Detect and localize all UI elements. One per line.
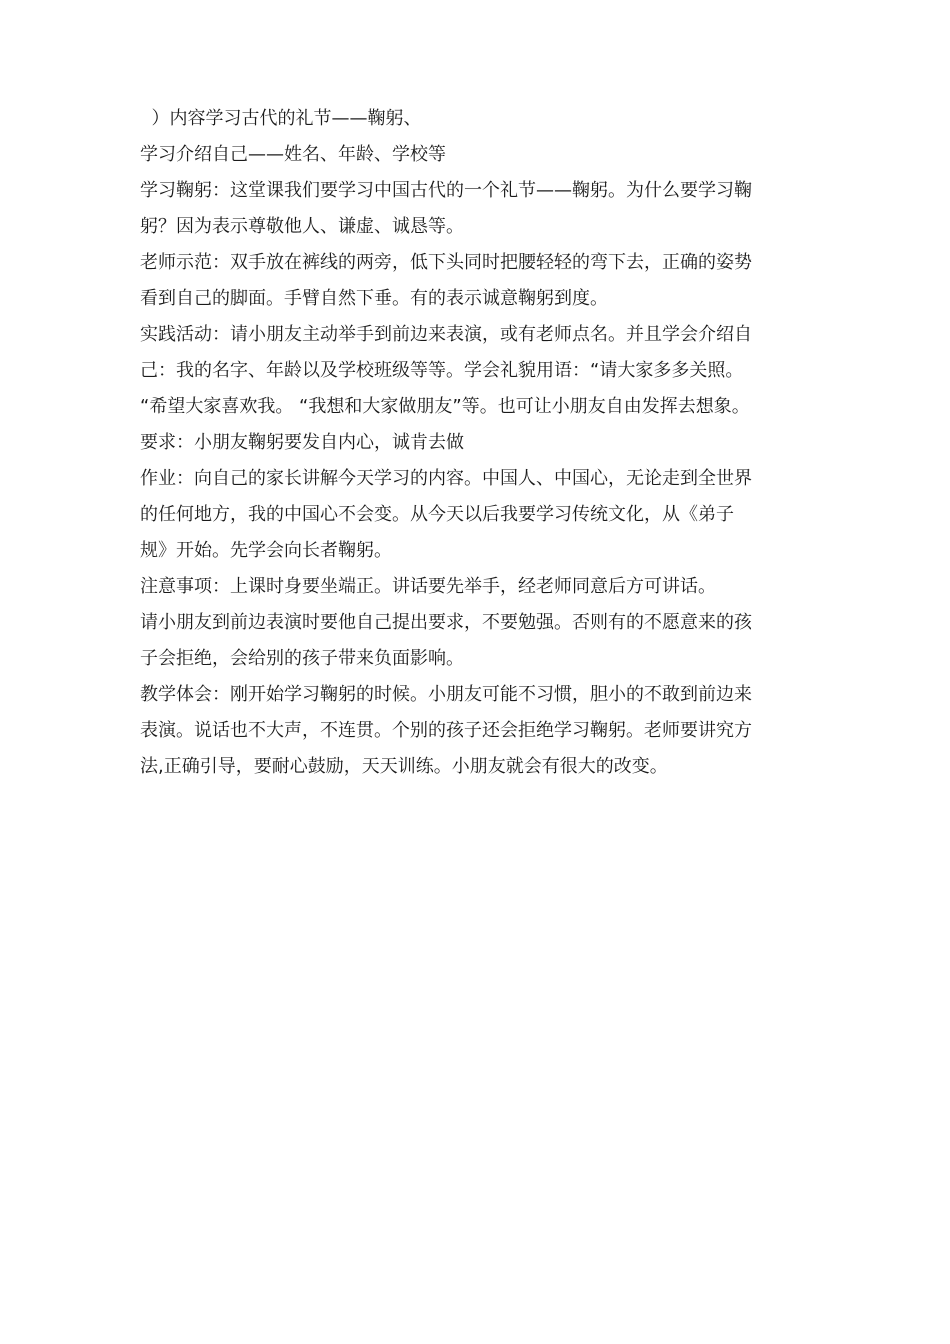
text-line: 实践活动：请小朋友主动举手到前边来表演，或有老师点名。并且学会介绍自 <box>140 324 752 345</box>
text-line: 老师示范：双手放在裤线的两旁，低下头同时把腰轻轻的弯下去，正确的姿势 <box>140 252 752 273</box>
text-line: 规》开始。先学会向长者鞠躬。 <box>140 540 392 561</box>
text-line: 教学体会：刚开始学习鞠躬的时候。小朋友可能不习惯，胆小的不敢到前边来 <box>140 684 752 705</box>
text-line: 子会拒绝，会给别的孩子带来负面影响。 <box>140 648 464 669</box>
text-line: “希望大家喜欢我。 “我想和大家做朋友”等。也可让小朋友自由发挥去想象。 <box>140 396 750 417</box>
text-line: 注意事项：上课时身要坐端正。讲话要先举手，经老师同意后方可讲话。 <box>140 576 716 597</box>
text-line: 学习介绍自己——姓名、年龄、学校等 <box>140 144 446 165</box>
text-line: 要求：小朋友鞠躬要发自内心，诚肯去做 <box>140 432 464 453</box>
text-line: 法,正确引导，要耐心鼓励，天天训练。小朋友就会有很大的改变。 <box>140 756 668 777</box>
text-line: ）内容学习古代的礼节——鞠躬、 <box>140 108 422 129</box>
text-line: 表演。说话也不大声，不连贯。个别的孩子还会拒绝学习鞠躬。老师要讲究方 <box>140 720 752 741</box>
text-line: 学习鞠躬：这堂课我们要学习中国古代的一个礼节——鞠躬。为什么要学习鞠 <box>140 180 752 201</box>
text-line: 请小朋友到前边表演时要他自己提出要求，不要勉强。否则有的不愿意来的孩 <box>140 612 752 633</box>
text-line: 看到自己的脚面。手臂自然下垂。有的表示诚意鞠躬到度。 <box>140 288 608 309</box>
text-line: 己：我的名字、年龄以及学校班级等等。学会礼貌用语：“请大家多多关照。 <box>140 360 744 381</box>
text-line: 的任何地方，我的中国心不会变。从今天以后我要学习传统文化，从《弟子 <box>140 504 734 525</box>
text-line: 躬？因为表示尊敬他人、谦虚、诚恳等。 <box>140 216 464 237</box>
text-line: 作业：向自己的家长讲解今天学习的内容。中国人、中国心，无论走到全世界 <box>140 468 752 489</box>
document-body <box>140 101 812 785</box>
